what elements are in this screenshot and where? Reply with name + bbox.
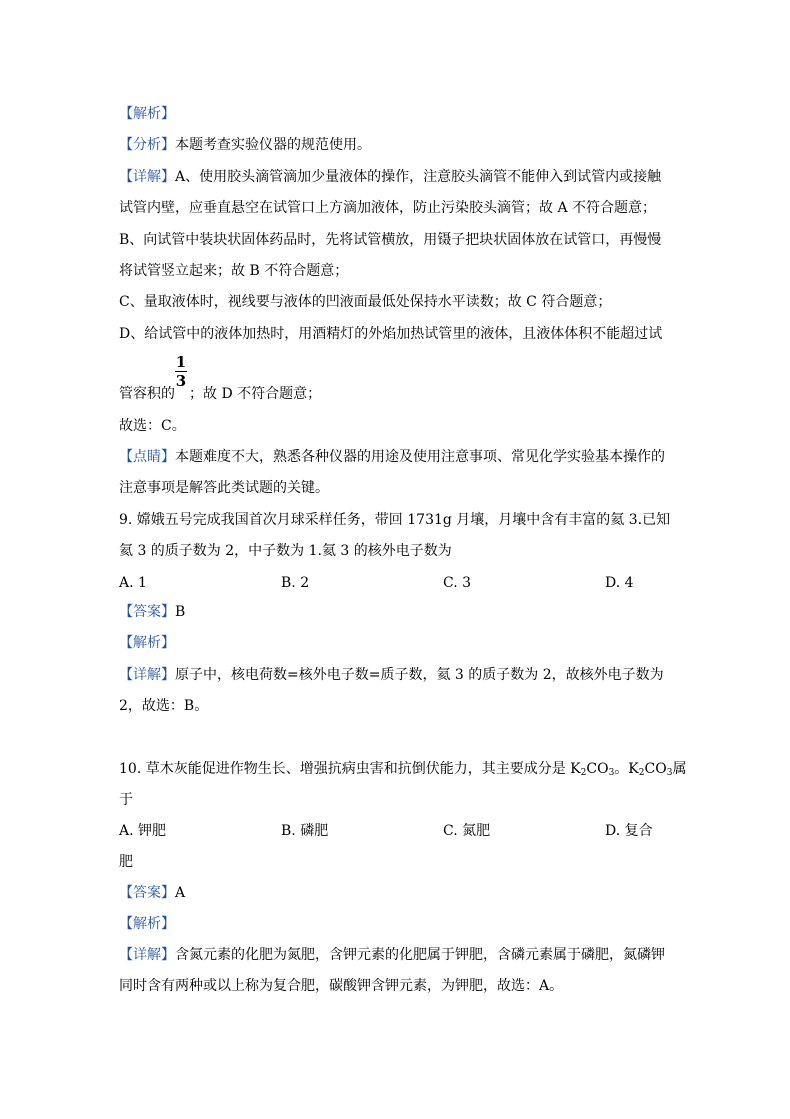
q10-answer-value: A [175,885,186,901]
q10-mid: 。K [614,761,639,777]
q10-stem-line1 [119,760,686,782]
q9-answer-value: B [175,604,186,620]
q8-dianjing-line2: 注意事项是解答此类试题的关键。 [119,480,329,496]
q10-option-a: A. 钾肥 [119,823,167,839]
q8-dianjing-text1: 本题难度不大，熟悉各种仪器的用途及使用注意事项、常见化学实验基本操作的 [175,449,665,465]
q9-option-d: D. 4 [605,575,634,591]
q8-line3: B、向试管中装块状固体药品时，先将试管横放，用镊子把块状固体放在试管口，再慢慢 [119,232,662,248]
q8-dianjing-line1 [119,448,665,466]
q9-stem-line2: 氦 3 的质子数为 2，中子数为 1.氦 3 的核外电子数为 [119,543,452,559]
q9-answer [119,603,185,621]
q10-answer-tag: 【答案】 [119,885,175,901]
q8-line1-text: A、使用胶头滴管滴加少量液体的操作，注意胶头滴管不能伸入到试管内或接触 [175,169,662,185]
q9-xiangjie-line1 [119,666,664,684]
q10-sub-3: 3 [608,768,615,778]
q8-dianjing-tag: 【点睛】 [119,449,175,465]
q10-option-b: B. 磷肥 [281,823,329,839]
q10-formula-cob: CO [644,761,667,777]
q9-xiangjie-tag: 【详解】 [119,667,175,683]
q8-fenxi-text: 本题考查实验仪器的规范使用。 [175,137,371,153]
q9-answer-tag: 【答案】 [119,604,175,620]
q10-stem-text: 10. 草木灰能促进作物生长、增强抗病虫害和抗倒伏能力，其主要成分是 K [119,761,581,777]
q8-line7-post: ；故 D 不符合题意； [189,386,322,402]
q8-line4: 将试管竖立起来；故 B 不符合题意； [119,263,349,279]
q10-sub-3b: 3 [666,768,673,778]
q8-line7-pre: 管容积的 [119,386,175,402]
q8-line2: 试管内壁，应垂直悬空在试管口上方滴加液体，防止污染胶头滴管；故 A 不符合题意； [119,200,657,216]
q8-answer-line: 故选：C。 [119,418,186,434]
q8-line6: D、给试管中的液体加热时，用酒精灯的外焰加热试管里的液体，且液体体积不能超过试 [119,326,663,342]
q10-xiangjie-tag: 【详解】 [119,947,175,963]
q9-xiangjie-text1: 原子中，核电荷数=核外电子数=质子数，氦 3 的质子数为 2，故核外电子数为 [175,667,664,683]
q10-stem-line2: 于 [119,792,133,808]
q9-stem-line1: 9. 嫦娥五号完成我国首次月球采样任务，带回 1731g 月壤，月壤中含有丰富的氦 3.已知 [119,512,671,528]
q9-option-c: C. 3 [443,575,472,591]
fraction-numerator: 1 [175,353,187,371]
q9-option-b: B. 2 [281,575,310,591]
q8-fenxi-tag: 【分析】 [119,137,175,153]
q8-jiexi-tag: 【解析】 [119,106,175,122]
q10-answer [119,884,185,902]
q8-xiangjie-line1 [119,168,661,186]
q10-stem-post: 属 [672,761,687,777]
q10-xiangjie-line2: 同时含有两种或以上称为复合肥，碳酸钾含钾元素，为钾肥，故选：A。 [119,978,564,994]
q9-xiangjie-line2: 2，故选：B。 [119,698,209,714]
fraction-denominator: 3 [175,372,187,390]
q8-fenxi [119,136,371,154]
q9-jiexi-tag: 【解析】 [119,635,175,651]
q10-xiangjie-line1 [119,946,665,964]
q10-jiexi-tag: 【解析】 [119,916,175,932]
q10-sub-2b: 2 [638,768,645,778]
q10-option-d-continued: 肥 [119,854,133,870]
q10-sub-2: 2 [580,768,587,778]
q8-line5: C、量取液体时，视线要与液体的凹液面最低处保持水平读数；故 C 符合题意； [119,294,612,310]
q10-formula-co: CO [586,761,609,777]
q8-line7 [119,385,321,403]
q8-xiangjie-tag: 【详解】 [119,169,175,185]
q10-option-d: D. 复合 [605,823,653,839]
fraction-one-third [175,354,187,389]
q10-xiangjie-text1: 含氮元素的化肥为氮肥，含钾元素的化肥属于钾肥，含磷元素属于磷肥，氮磷钾 [175,947,665,963]
q10-option-c: C. 氮肥 [443,823,491,839]
q9-option-a: A. 1 [119,575,147,591]
